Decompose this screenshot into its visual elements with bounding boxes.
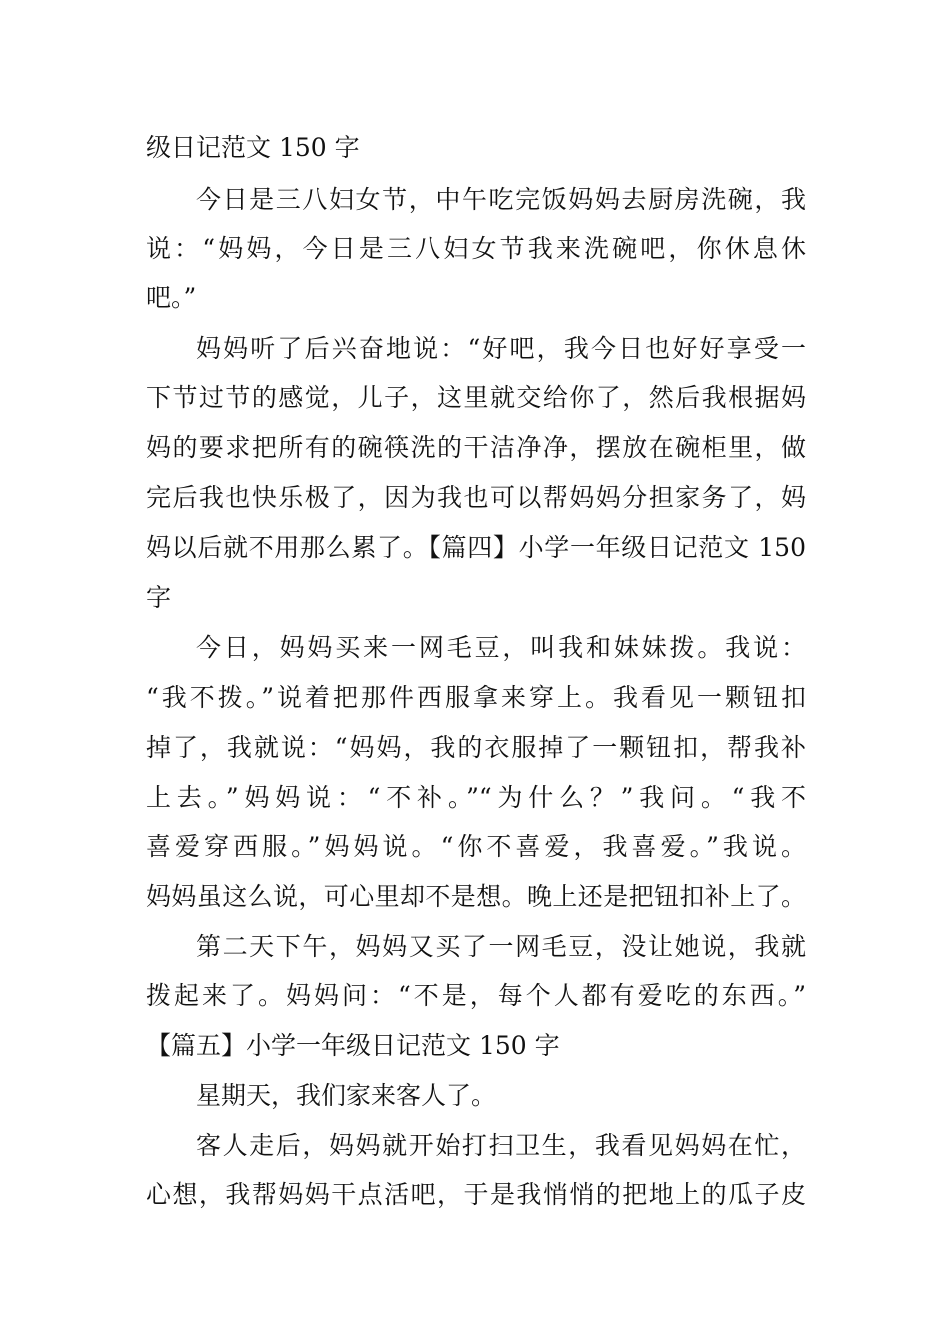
text-line: 妈妈虽这么说，可心里却不是想。晚上还是把钮扣补上了。 [146,882,806,911]
text-line: 妈以后就不用那么累了。【篇四】小学一年级日记范文 150 [146,533,806,562]
text-line: 级日记范文 150 字 [146,133,360,162]
text-line: 喜爱穿西服。”妈妈说。“你不喜爱，我喜爱。”我说。 [146,832,806,861]
section-heading: 【篇五】小学一年级日记范文 150 字 [146,1031,560,1060]
text-line: 今日，妈妈买来一网毛豆，叫我和妹妹拨。我说： [196,633,806,662]
text-line: 客人走后，妈妈就开始打扫卫生，我看见妈妈在忙， [196,1131,806,1160]
text-line: 完后我也快乐极了，因为我也可以帮妈妈分担家务了，妈 [146,483,806,512]
text-line: 说：“妈妈，今日是三八妇女节我来洗碗吧，你休息休 [146,234,806,263]
text-line: 今日是三八妇女节，中午吃完饭妈妈去厨房洗碗，我 [196,185,806,214]
text-line: 第二天下午，妈妈又买了一网毛豆，没让她说，我就 [196,932,806,961]
text-line: 上去。”妈妈说：“不补。”“为什么？”我问。“我不 [146,783,806,812]
text-line: “我不拨。”说着把那件西服拿来穿上。我看见一颗钮扣 [146,683,806,712]
text-line: 妈的要求把所有的碗筷洗的干洁净净，摆放在碗柜里，做 [146,433,806,462]
text-line: 星期天，我们家来客人了。 [196,1081,497,1110]
text-line: 掉了，我就说：“妈妈，我的衣服掉了一颗钮扣，帮我补 [146,733,806,762]
text-line: 字 [146,583,172,612]
text-line: 下节过节的感觉，儿子，这里就交给你了，然后我根据妈 [146,383,806,412]
text-line: 心想，我帮妈妈干点活吧，于是我悄悄的把地上的瓜子皮 [146,1180,806,1209]
text-line: 吧。” [146,283,197,312]
text-line: 妈妈听了后兴奋地说：“好吧，我今日也好好享受一 [196,334,806,363]
text-line: 拨起来了。妈妈问：“不是，每个人都有爱吃的东西。” [146,981,806,1010]
